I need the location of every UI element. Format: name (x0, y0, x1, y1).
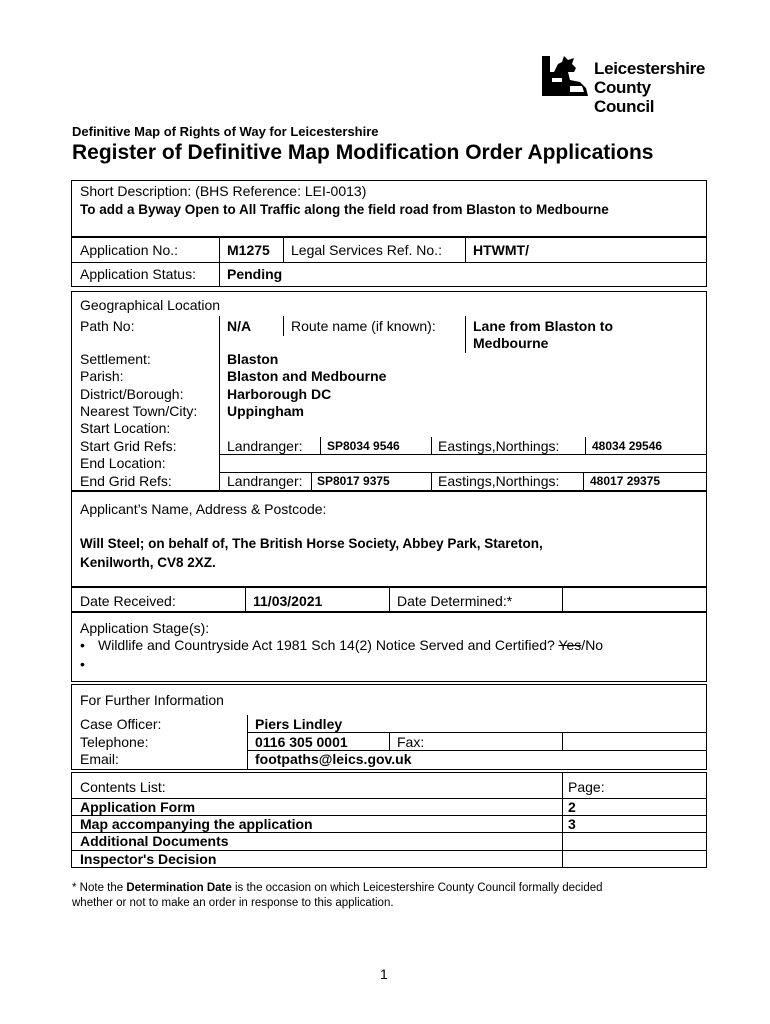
telephone-label: Telephone: (80, 734, 149, 750)
start-landranger-label: Landranger: (227, 438, 303, 454)
applicant-line1: Will Steel; on behalf of, The British Horse Society, Abbey Park, Stareton, (80, 536, 543, 551)
parish-value: Blaston and Medbourne (227, 368, 387, 384)
end-landranger-label: Landranger: (227, 473, 303, 489)
applicant-line2: Kenilworth, CV8 2XZ. (80, 555, 216, 570)
route-line1: Lane from Blaston to (473, 318, 614, 334)
stage-bullet-1: • (80, 637, 85, 653)
start-eastings-value: 48034 29546 (592, 439, 663, 453)
footnote-rest: is the occasion on which Leicestershire County Council formally decided (231, 882, 603, 894)
application-status-label: Application Status: (80, 266, 196, 282)
stage-item-1 (98, 637, 603, 654)
path-value: N/A (227, 318, 252, 334)
email-value[interactable]: footpaths@leics.gov.uk (255, 751, 412, 767)
case-officer-label: Case Officer: (80, 716, 162, 732)
email-label: Email: (80, 751, 119, 767)
application-status: Pending (227, 266, 283, 282)
footnote-prefix: * Note the (72, 882, 127, 894)
contents-item-page: 2 (568, 799, 576, 815)
end-location-label: End Location: (80, 455, 166, 471)
date-received-label: Date Received: (80, 593, 176, 609)
district-value: Harborough DC (227, 386, 332, 402)
start-grid-label: Start Grid Refs: (80, 438, 177, 454)
short-description-text: To add a Byway Open to All Traffic along the field road from Blaston to Medbourne (80, 202, 609, 217)
logo-line2: County Council (594, 78, 655, 116)
town-label: Nearest Town/City: (80, 403, 198, 419)
stage-bullet-2: • (80, 656, 85, 672)
settlement-value: Blaston (227, 351, 279, 367)
further-info-label: For Further Information (80, 692, 224, 708)
route-line2: Medbourne (473, 335, 549, 351)
legal-ref: HTWMT/ (473, 242, 529, 258)
fax-label: Fax: (397, 734, 425, 750)
stage-item-1-no: No (585, 637, 604, 653)
application-number-label: Application No.: (80, 242, 179, 258)
start-location-label: Start Location: (80, 420, 171, 436)
end-eastings-value: 48017 29375 (590, 474, 661, 488)
end-grid-label: End Grid Refs: (80, 473, 172, 489)
council-logo (540, 52, 710, 116)
date-determined-label: Date Determined:* (397, 593, 513, 609)
contents-item-title: Inspector's Decision (80, 851, 217, 867)
contents-label: Contents List: (80, 779, 166, 795)
footnote-line2: whether or not to make an order in response to this application. (72, 897, 394, 909)
applicant-label: Applicant’s Name, Address & Postcode: (80, 501, 327, 517)
fox-emblem-icon (540, 52, 590, 98)
path-label: Path No: (80, 318, 135, 334)
date-received-value: 11/03/2021 (253, 593, 323, 609)
page-title: Register of Definitive Map Modification Order Applications (72, 141, 654, 164)
settlement-label: Settlement: (80, 351, 151, 367)
district-label: District/Borough: (80, 386, 184, 402)
contents-item-title: Additional Documents (80, 833, 229, 849)
telephone-value: 0116 305 0001 (255, 734, 348, 750)
town-value: Uppingham (227, 403, 304, 419)
short-description-label: Short Description: (BHS Reference: LEI-0013) (80, 183, 367, 199)
legal-ref-label: Legal Services Ref. No.: (291, 242, 442, 258)
start-landranger-value: SP8034 9546 (327, 439, 400, 453)
contents-item-page: 3 (568, 816, 576, 832)
contents-item-title: Map accompanying the application (80, 816, 313, 832)
logo-line1: Leicestershire (594, 59, 706, 78)
start-eastings-label: Eastings,Northings: (438, 438, 560, 454)
parish-label: Parish: (80, 368, 124, 384)
page-number: 1 (380, 966, 388, 982)
end-eastings-label: Eastings,Northings: (438, 473, 560, 489)
location-section-label: Geographical Location (80, 297, 221, 313)
stages-label: Application Stage(s): (80, 620, 210, 636)
page-subtitle: Definitive Map of Rights of Way for Leicestershire (72, 124, 379, 139)
stage-item-1-yes: Yes (558, 637, 582, 653)
end-landranger-value: SP8017 9375 (317, 474, 390, 488)
footnote-bold: Determination Date (126, 882, 232, 894)
contents-page-label: Page: (568, 779, 605, 795)
application-number: M1275 (227, 242, 270, 258)
footnote-line1 (72, 881, 603, 895)
contents-item-title: Application Form (80, 799, 196, 815)
stage-item-1-text: Wildlife and Countryside Act 1981 Sch 14(2) Notice Served and Certified? (98, 637, 555, 653)
case-officer-value: Piers Lindley (255, 716, 343, 732)
route-label: Route name (if known): (291, 318, 436, 334)
stage-item-1-sep: / (581, 637, 586, 653)
